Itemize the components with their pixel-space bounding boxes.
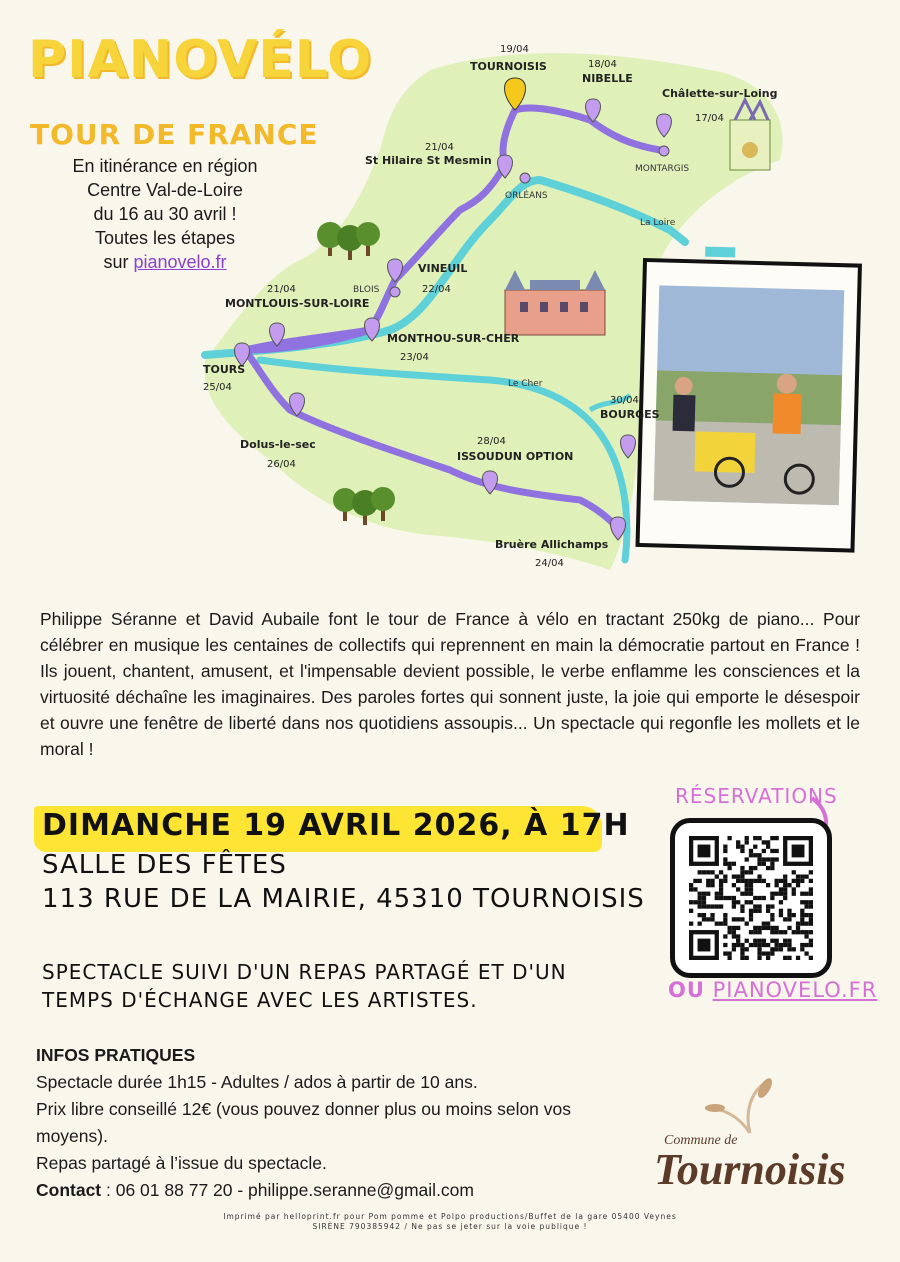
dot-orleans xyxy=(520,173,530,183)
label-tournoisis-date: 19/04 xyxy=(500,44,529,55)
infos-line-3: Repas partagé à l’issue du spectacle. xyxy=(36,1153,327,1173)
label-bourges: BOURGES xyxy=(600,408,660,421)
label-tours: TOURS xyxy=(203,363,246,376)
intro-line-1: En itinérance en région xyxy=(72,156,258,176)
intro-line-4: Toutes les étapes xyxy=(94,228,236,248)
label-loire: La Loire xyxy=(640,218,676,228)
intro-link[interactable]: pianovelo.fr xyxy=(133,252,227,272)
event-date: DIMANCHE 19 AVRIL 2026, À 17H xyxy=(42,808,630,843)
contact-value: : 06 01 88 77 20 - philippe.seranne@gmail.com xyxy=(101,1180,474,1200)
footer-line-2: SIRÈNE 790385942 / Ne pas se jeter sur la voie publique ! xyxy=(312,1222,588,1231)
label-montlouis: MONTLOUIS-SUR-LOIRE xyxy=(225,297,370,310)
label-nibelle: NIBELLE xyxy=(582,72,633,85)
label-issoudun: ISSOUDUN OPTION xyxy=(457,450,574,463)
label-chalette: Châlette-sur-Loing xyxy=(662,87,778,100)
label-tours-date: 25/04 xyxy=(203,382,232,393)
qr-code-frame[interactable] xyxy=(670,818,832,978)
label-chalette-date: 17/04 xyxy=(695,113,724,124)
label-dolus-date: 26/04 xyxy=(267,459,296,470)
infos-title: INFOS PRATIQUES xyxy=(36,1045,196,1065)
infos-pratiques xyxy=(36,1042,646,1204)
event-venue: SALLE DES FÊTES xyxy=(42,850,287,880)
reservations-site[interactable] xyxy=(668,978,877,1002)
event-followup: SPECTACLE SUIVI D'UN REPAS PARTAGÉ ET D'UN TEMPS D'ÉCHANGE AVEC LES ARTISTES. xyxy=(42,960,567,1012)
logo-title: PIANOVÉLO xyxy=(28,30,373,90)
label-dolus: Dolus-le-sec xyxy=(240,438,316,451)
site-link[interactable]: PIANOVELO.FR xyxy=(712,978,878,1002)
route-map xyxy=(190,30,890,575)
commune-label: Commune de xyxy=(664,1133,738,1148)
reservations-label: RÉSERVATIONS xyxy=(675,784,838,808)
label-montlouis-date: 21/04 xyxy=(267,284,296,295)
label-orleans: ORLÉANS xyxy=(505,191,548,201)
qr-code-icon[interactable] xyxy=(689,836,813,960)
wheat-icon xyxy=(690,1078,810,1138)
intro-line-3: du 16 au 30 avril ! xyxy=(93,204,237,224)
label-bruere: Bruère Allichamps xyxy=(495,538,609,551)
label-bourges-date: 30/04 xyxy=(610,395,639,406)
label-issoudun-date: 28/04 xyxy=(477,436,506,447)
label-monthou-date: 23/04 xyxy=(400,352,429,363)
description: Philippe Séranne et David Aubaile font le tour de France à vélo en tractant 250kg de piano... Pour célébrer en musique les centaines de collectifs qui reprennent en main la démocratie partout en France ! Ils jouent, chantent, amusent, et l'impensable devient possible, le verbe enflamme les consciences et la virtuosité déchaîne les imaginaires. Des paroles fortes qui sonnent juste, la joie qui emporte le désespoir et ouvre une fenêtre de liberté dans nos quotidiens assoupis... Un spectacle qui regonfle les mollets et le moral ! xyxy=(40,609,860,759)
label-montargis: MONTARGIS xyxy=(635,164,690,174)
logo-subtitle: TOUR DE FRANCE xyxy=(30,118,319,151)
label-blois: BLOIS xyxy=(353,285,380,295)
footer-line-1: Imprimé par helloprint.fr pour Pom pomme et Polpo productions/Buffet de la gare 05400 Veynes xyxy=(223,1212,677,1221)
photo-frame xyxy=(638,245,861,551)
label-tournoisis: TOURNOISIS xyxy=(470,60,547,73)
label-nibelle-date: 18/04 xyxy=(588,59,617,70)
commune-name: Tournoisis xyxy=(654,1145,846,1194)
dot-blois xyxy=(390,287,400,297)
label-bruere-date: 24/04 xyxy=(535,558,564,569)
ou-label: OU xyxy=(668,978,705,1002)
label-st-hilaire-date: 21/04 xyxy=(425,142,454,153)
label-monthou: MONTHOU-SUR-CHER xyxy=(387,332,520,345)
label-st-hilaire: St Hilaire St Mesmin xyxy=(365,154,492,167)
contact-line xyxy=(36,1177,646,1204)
label-cher: Le Cher xyxy=(508,379,543,389)
event-address: 113 RUE DE LA MAIRIE, 45310 TOURNOISIS xyxy=(42,884,645,914)
intro-sur: sur xyxy=(103,252,129,272)
intro-line-2: Centre Val-de-Loire xyxy=(87,180,243,200)
infos-line-1: Spectacle durée 1h15 - Adultes / ados à partir de 10 ans. xyxy=(36,1072,478,1092)
label-vineuil: VINEUIL xyxy=(418,262,468,275)
infos-line-2: Prix libre conseillé 12€ (vous pouvez donner plus ou moins selon vos moyens). xyxy=(36,1099,572,1146)
footer xyxy=(0,1212,900,1232)
contact-label: Contact xyxy=(36,1180,102,1200)
label-vineuil-date: 22/04 xyxy=(422,284,451,295)
dot-montargis xyxy=(659,146,669,156)
